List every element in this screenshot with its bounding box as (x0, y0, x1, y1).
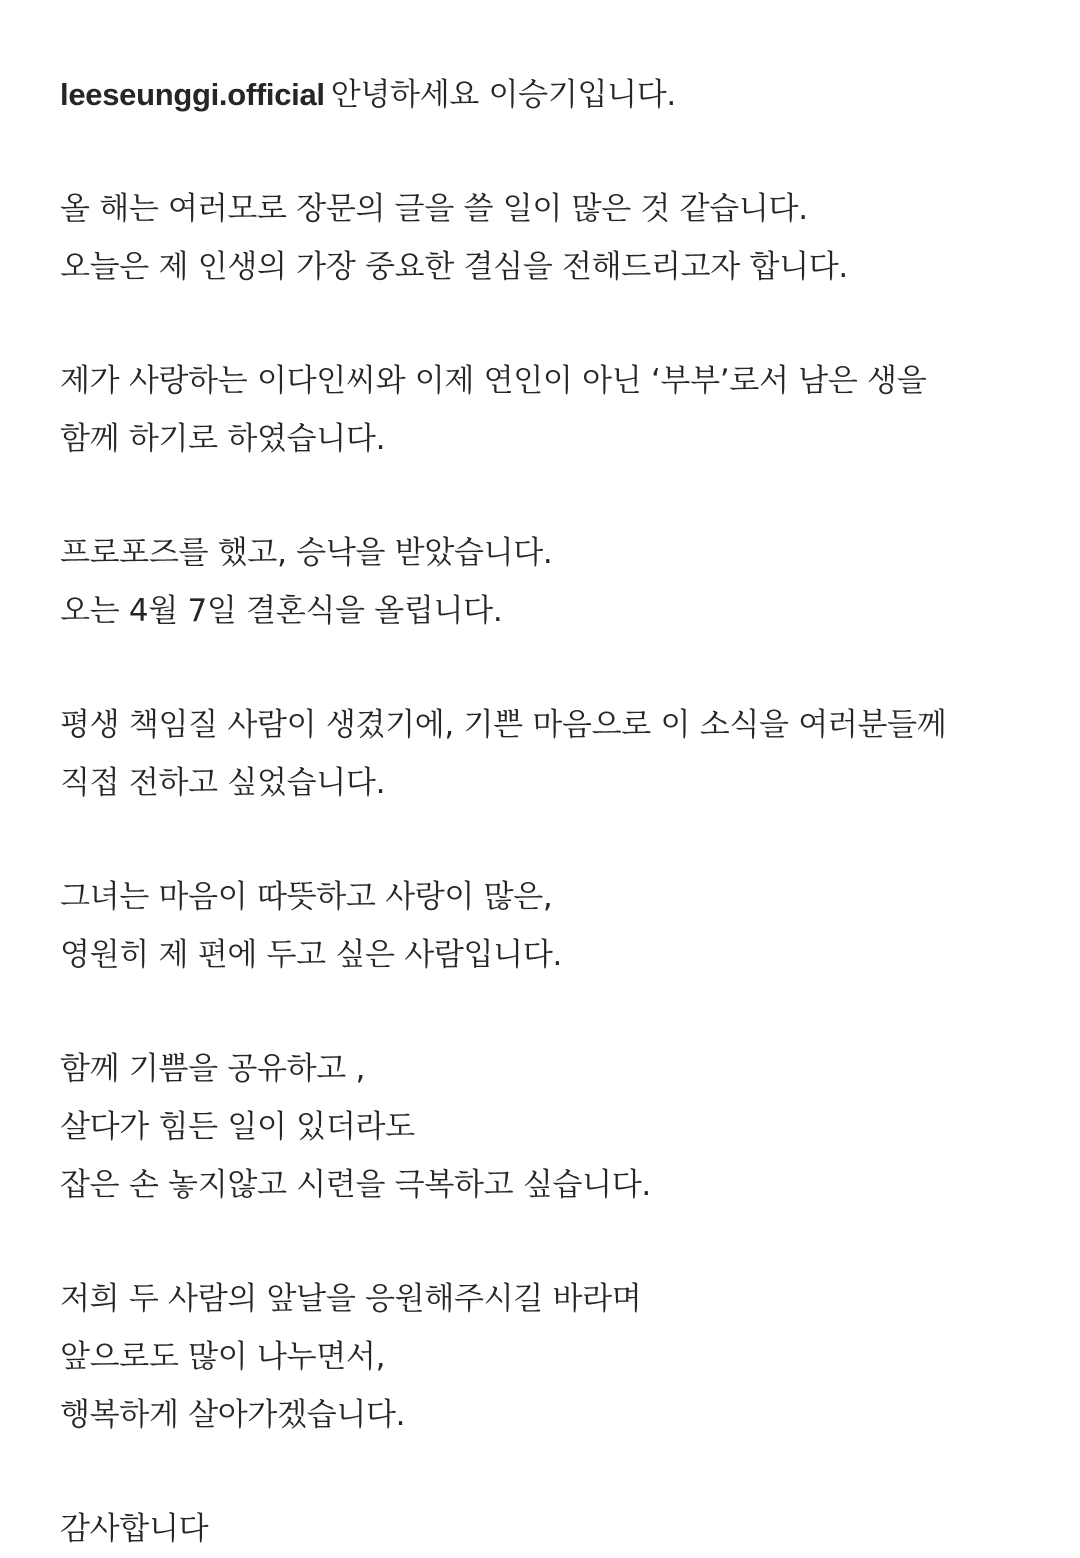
caption-line: 직접 전하고 싶었습니다. (60, 765, 386, 801)
greeting-text: 안녕하세요 이승기입니다. (330, 77, 676, 113)
caption-line: 저희 두 사람의 앞날을 응원해주시길 바라며 (60, 1281, 642, 1317)
post-caption (60, 66, 1050, 1558)
caption-line: 제가 사랑하는 이다인씨와 이제 연인이 아닌 ‘부부’로서 남은 생을 (60, 363, 927, 399)
caption-paragraph (60, 1040, 1050, 1214)
caption-paragraph (60, 1270, 1050, 1444)
caption-line: 잡은 손 놓지않고 시련을 극복하고 싶습니다. (60, 1167, 651, 1203)
caption-line: 오는 4월 7일 결혼식을 올립니다. (60, 593, 503, 629)
caption-paragraph (60, 524, 1050, 640)
caption-line: 앞으로도 많이 나누면서, (60, 1339, 386, 1375)
caption-line (60, 66, 1050, 124)
caption-intro (60, 66, 1050, 124)
caption-line: 평생 책임질 사람이 생겼기에, 기쁜 마음으로 이 소식을 여러분들께 (60, 707, 947, 743)
caption-line: 감사합니다 (60, 1511, 209, 1547)
caption-line: 함께 기쁨을 공유하고 , (60, 1051, 366, 1087)
caption-paragraph (60, 1500, 1050, 1558)
caption-paragraph (60, 868, 1050, 984)
caption-line: 프로포즈를 했고, 승낙을 받았습니다. (60, 535, 553, 571)
caption-paragraph (60, 696, 1050, 812)
caption-line: 올 해는 여러모로 장문의 글을 쓸 일이 많은 것 같습니다. (60, 191, 808, 227)
caption-line: 살다가 힘든 일이 있더라도 (60, 1109, 415, 1145)
caption-line: 영원히 제 편에 두고 싶은 사람입니다. (60, 937, 563, 973)
username-link[interactable]: leeseunggi.official (60, 77, 325, 112)
caption-paragraph (60, 352, 1050, 468)
caption-line: 그녀는 마음이 따뜻하고 사랑이 많은, (60, 879, 553, 915)
caption-line: 행복하게 살아가겠습니다. (60, 1397, 406, 1433)
caption-paragraph (60, 180, 1050, 296)
caption-line: 오늘은 제 인생의 가장 중요한 결심을 전해드리고자 합니다. (60, 249, 848, 285)
caption-line: 함께 하기로 하였습니다. (60, 421, 386, 457)
